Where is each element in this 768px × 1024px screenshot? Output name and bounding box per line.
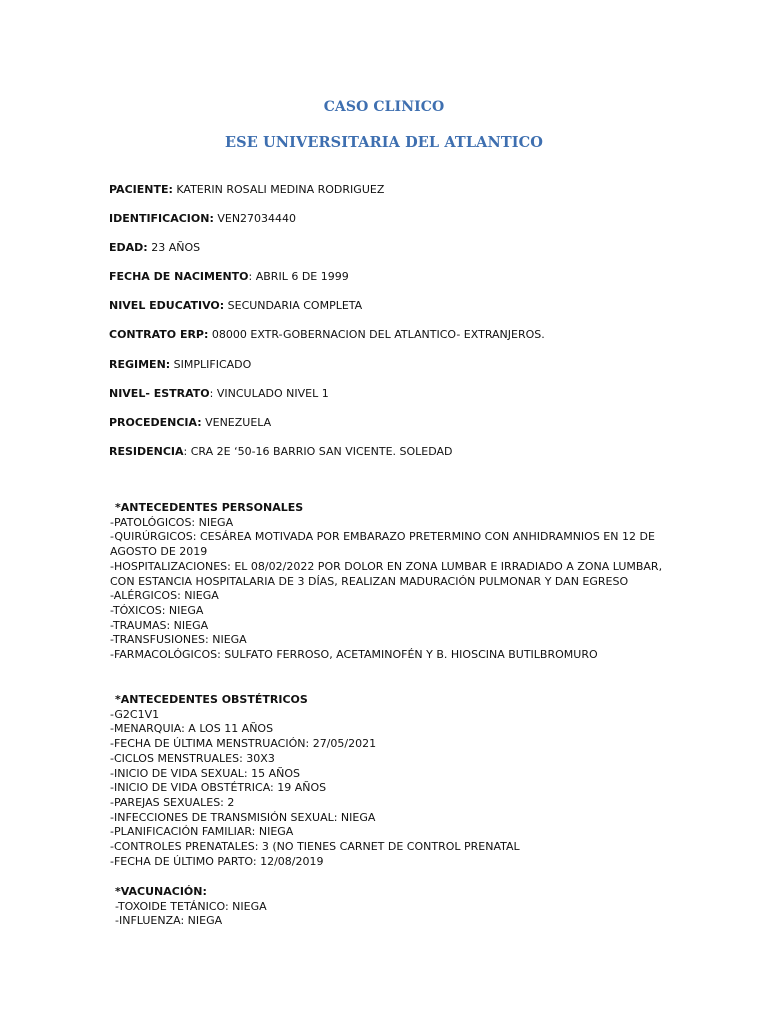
list-item: -TÓXICOS: NIEGA bbox=[110, 603, 204, 617]
list-item: -INFLUENZA: NIEGA bbox=[115, 914, 223, 928]
list-item: -INICIO DE VIDA SEXUAL: 15 AÑOS bbox=[110, 766, 301, 780]
list-item: -INICIO DE VIDA OBSTÉTRICA: 19 AÑOS bbox=[110, 781, 327, 795]
list-item: -CICLOS MENSTRUALES: 30X3 bbox=[110, 751, 275, 765]
field-label: NIVEL- ESTRATO bbox=[109, 386, 210, 400]
field-label: PACIENTE: bbox=[109, 183, 173, 196]
document-subtitle: ESE UNIVERSITARIA DEL ATLANTICO bbox=[225, 134, 543, 151]
field-value: 23 AÑOS bbox=[147, 241, 201, 255]
section-antecedentes-obstetricos bbox=[110, 693, 690, 869]
section-heading: *ANTECEDENTES OBSTÉTRICOS bbox=[115, 693, 308, 706]
field-value: SECUNDARIA COMPLETA bbox=[224, 299, 363, 313]
list-item: -TOXOIDE TETÁNICO: NIEGA bbox=[115, 899, 267, 913]
list-item: -CONTROLES PRENATALES: 3 (NO TIENES CARNET DE CONTROL PRENATAL bbox=[110, 840, 520, 854]
field-value: SIMPLIFICADO bbox=[170, 357, 252, 371]
section-heading: *ANTECEDENTES PERSONALES bbox=[115, 501, 304, 514]
list-item: -PLANIFICACIÓN FAMILIAR: NIEGA bbox=[110, 825, 294, 839]
list-item: -FARMACOLÓGICOS: SULFATO FERROSO, ACETAMINOFÉN Y B. HIOSCINA BUTILBROMURO bbox=[110, 648, 598, 662]
patient-fields bbox=[109, 183, 709, 474]
field-residencia bbox=[109, 445, 709, 474]
field-nivel-estrato bbox=[109, 387, 709, 416]
section-vacunacion bbox=[110, 885, 690, 929]
field-nivel-educativo bbox=[109, 299, 709, 328]
field-edad bbox=[109, 241, 709, 270]
field-contrato-erp bbox=[109, 328, 709, 357]
field-label: REGIMEN: bbox=[109, 357, 171, 371]
list-item: -MENARQUIA: A LOS 11 AÑOS bbox=[110, 722, 274, 736]
field-value: KATERIN ROSALI MEDINA RODRIGUEZ bbox=[172, 183, 385, 196]
field-label: IDENTIFICACION: bbox=[109, 212, 214, 226]
list-item: -G2C1V1 bbox=[110, 707, 160, 721]
field-label: PROCEDENCIA: bbox=[109, 415, 202, 429]
list-item: -FECHA DE ÚLTIMO PARTO: 12/08/2019 bbox=[110, 854, 324, 868]
section-antecedentes-personales bbox=[110, 501, 690, 663]
list-item: -FECHA DE ÚLTIMA MENSTRUACIÓN: 27/05/2021 bbox=[110, 737, 377, 751]
list-item: -TRANSFUSIONES: NIEGA bbox=[110, 633, 247, 647]
field-paciente bbox=[109, 183, 709, 212]
field-value: 08000 EXTR-GOBERNACION DEL ATLANTICO- EXTRANJEROS. bbox=[208, 328, 545, 342]
field-procedencia bbox=[109, 416, 709, 445]
field-value: VEN27034440 bbox=[213, 212, 297, 226]
field-label: FECHA DE NACIMENTO bbox=[109, 270, 249, 284]
section-heading: *VACUNACIÓN: bbox=[115, 885, 207, 898]
field-value: : ABRIL 6 DE 1999 bbox=[248, 270, 349, 284]
list-item: -INFECCIONES DE TRANSMISIÓN SEXUAL: NIEGA bbox=[110, 810, 376, 824]
field-label: NIVEL EDUCATIVO: bbox=[109, 299, 225, 313]
field-value: VENEZUELA bbox=[201, 415, 272, 429]
field-label: CONTRATO ERP: bbox=[109, 328, 209, 342]
field-value: : VINCULADO NIVEL 1 bbox=[209, 386, 329, 400]
field-fecha-nacimiento bbox=[109, 270, 709, 299]
list-item: -ALÉRGICOS: NIEGA bbox=[110, 589, 219, 603]
field-identificacion bbox=[109, 212, 709, 241]
document-title: CASO CLINICO bbox=[323, 99, 445, 115]
field-label: EDAD: bbox=[109, 241, 148, 255]
list-item: -PATOLÓGICOS: NIEGA bbox=[110, 515, 234, 529]
field-value: : CRA 2E ‘50-16 BARRIO SAN VICENTE. SOLEDAD bbox=[183, 444, 453, 458]
field-label: RESIDENCIA bbox=[109, 444, 184, 458]
list-item: -TRAUMAS: NIEGA bbox=[110, 618, 209, 632]
list-item: -PAREJAS SEXUALES: 2 bbox=[110, 795, 235, 809]
list-item: -HOSPITALIZACIONES: EL 08/02/2022 POR DOLOR EN ZONA LUMBAR E IRRADIADO A ZONA LUMBAR, CON ESTANCIA HOSPITALARIA DE 3 DÍAS, REALIZAN MADURACIÓN PULMONAR Y DAN EGRESO bbox=[110, 559, 663, 588]
field-regimen bbox=[109, 358, 709, 387]
list-item: -QUIRÚRGICOS: CESÁREA MOTIVADA POR EMBARAZO PRETERMINO CON ANHIDRAMNIOS EN 12 DE AGOSTO DE 2019 bbox=[110, 530, 655, 559]
